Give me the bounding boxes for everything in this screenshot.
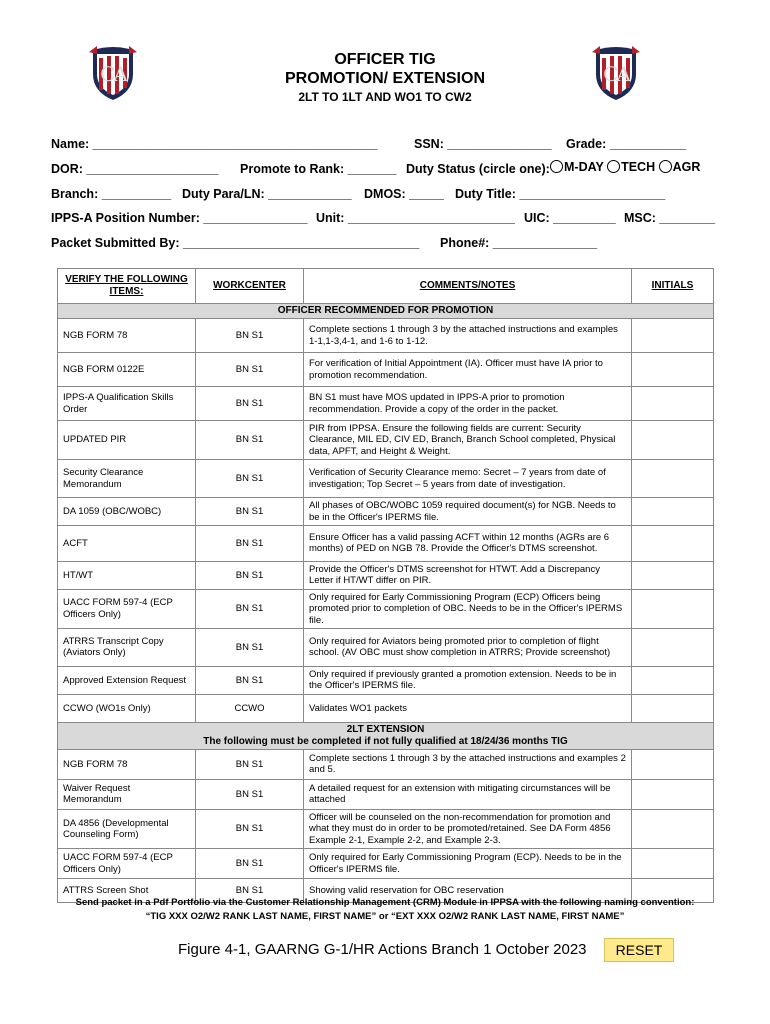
table-row: [58, 666, 714, 694]
submission-note-line2: “TIG XXX O2/W2 RANK LAST NAME, FIRST NAME” or “EXT XXX O2/W2 RANK LAST NAME, FIRST NAME”: [145, 911, 625, 922]
section2-title: [58, 722, 714, 749]
form-title-line1: OFFICER TIG: [334, 51, 436, 68]
initials-cell[interactable]: [632, 589, 714, 628]
workcenter-cell: BN S1: [196, 666, 304, 694]
name-field[interactable]: Name: _________________________________________: [51, 137, 378, 151]
workcenter-cell: BN S1: [196, 319, 304, 353]
workcenter-cell: BN S1: [196, 525, 304, 561]
comment-cell: Officer will be counseled on the non-recommendation for promotion and what they must do in order to be promoted/retained. See DA Form 4856 Example 2-1, Example 2-2, and Example 2-3.: [304, 809, 632, 848]
comment-cell: Complete sections 1 through 3 by the attached instructions and examples 2 and 5.: [304, 749, 632, 779]
table-row: [58, 460, 714, 498]
item-cell: HT/WT: [58, 561, 196, 589]
table-row: [58, 421, 714, 460]
table-row: [58, 353, 714, 387]
initials-cell[interactable]: [632, 666, 714, 694]
initials-cell[interactable]: [632, 460, 714, 498]
initials-cell[interactable]: [632, 628, 714, 666]
item-cell: ATRRS Transcript Copy (Aviators Only): [58, 628, 196, 666]
workcenter-cell: BN S1: [196, 421, 304, 460]
msc-field[interactable]: MSC: ________: [624, 211, 716, 225]
item-cell: NGB FORM 78: [58, 319, 196, 353]
item-cell: DA 1059 (OBC/WOBC): [58, 498, 196, 526]
table-row: [58, 694, 714, 722]
initials-cell[interactable]: [632, 694, 714, 722]
workcenter-cell: BN S1: [196, 849, 304, 879]
item-cell: Approved Extension Request: [58, 666, 196, 694]
comment-cell: Only required for Aviators being promoted prior to completion of flight school. (AV OBC must show completion in ATRRS; Provide screenshot): [304, 628, 632, 666]
section-header-row: [58, 304, 714, 319]
branch-field[interactable]: Branch: __________: [51, 187, 172, 201]
item-cell: UACC FORM 597-4 (ECP Officers Only): [58, 589, 196, 628]
comment-cell: PIR from IPPSA. Ensure the following fields are current: Security Clearance, MIL ED, CIV ED, Branch, Branch School completed, Physical data, APFT, and Height & Weight.: [304, 421, 632, 460]
workcenter-cell: BN S1: [196, 879, 304, 903]
item-cell: Security Clearance Memorandum: [58, 460, 196, 498]
logo-text: CA: [603, 62, 629, 86]
ipps-position-field[interactable]: IPPS-A Position Number: _______________: [51, 211, 308, 225]
workcenter-cell: BN S1: [196, 589, 304, 628]
section1-title: OFFICER RECOMMENDED FOR PROMOTION: [58, 304, 714, 319]
agr-label: AGR: [672, 160, 701, 174]
item-cell: CCWO (WO1s Only): [58, 694, 196, 722]
workcenter-cell: CCWO: [196, 694, 304, 722]
comment-cell: Only required if previously granted a promotion extension. Needs to be in the Officer's IPERMS file.: [304, 666, 632, 694]
item-cell: UACC FORM 597-4 (ECP Officers Only): [58, 849, 196, 879]
table-row: [58, 319, 714, 353]
workcenter-cell: BN S1: [196, 561, 304, 589]
form-title-line2: PROMOTION/ EXTENSION: [284, 70, 485, 87]
packet-submitted-field[interactable]: Packet Submitted By: __________________________________: [51, 236, 420, 250]
duty-status-label: Duty Status (circle one):: [406, 162, 550, 176]
initials-cell[interactable]: [632, 809, 714, 848]
initials-cell[interactable]: [632, 387, 714, 421]
initials-cell[interactable]: [632, 421, 714, 460]
comment-cell: All phases of OBC/WOBC 1059 required document(s) for NGB. Needs to be in the Officer's IPERMS file.: [304, 498, 632, 526]
section-header-row: [58, 722, 714, 749]
submission-note-line1: Send packet in a Pdf Portfolio via the Customer Relationship Management (CRM) Module in IPPSA with the following naming convention:: [75, 897, 695, 908]
item-cell: NGB FORM 0122E: [58, 353, 196, 387]
item-cell: ACFT: [58, 525, 196, 561]
logo-text: CA: [100, 62, 126, 86]
initials-cell[interactable]: [632, 498, 714, 526]
header-items: VERIFY THE FOLLOWING ITEMS:: [58, 269, 196, 304]
workcenter-cell: BN S1: [196, 749, 304, 779]
workcenter-cell: BN S1: [196, 387, 304, 421]
table-row: [58, 561, 714, 589]
table-row: [58, 387, 714, 421]
comment-cell: Validates WO1 packets: [304, 694, 632, 722]
comment-cell: A detailed request for an extension with mitigating circumstances will be attached: [304, 779, 632, 809]
header-comments: COMMENTS/NOTES: [304, 269, 632, 304]
initials-cell[interactable]: [632, 353, 714, 387]
reset-button[interactable]: RESET: [604, 938, 674, 962]
initials-cell[interactable]: [632, 319, 714, 353]
initials-cell[interactable]: [632, 525, 714, 561]
item-cell: UPDATED PIR: [58, 421, 196, 460]
figure-caption: Figure 4-1, GAARNG G-1/HR Actions Branch 1 October 2023: [178, 941, 587, 958]
initials-cell[interactable]: [632, 849, 714, 879]
checklist-table: [57, 268, 714, 903]
header-initials: INITIALS: [632, 269, 714, 304]
comment-cell: Ensure Officer has a valid passing ACFT within 12 months (AGRs are 6 months) of PED on NGB 78. Provide the Officer's DTMS screenshot.: [304, 525, 632, 561]
section2-subtitle: The following must be completed if not fully qualified at 18/24/36 months TIG: [203, 735, 568, 747]
comment-cell: Provide the Officer's DTMS screenshot for HTWT. Add a Discrepancy Letter if HT/WT differ on PIR.: [304, 561, 632, 589]
tech-label: TECH: [621, 160, 656, 174]
comment-cell: For verification of Initial Appointment (IA). Officer must have IA prior to promotion recommendation.: [304, 353, 632, 387]
table-row: [58, 589, 714, 628]
ssn-field[interactable]: SSN: _______________: [414, 137, 552, 151]
table-row: [58, 749, 714, 779]
comment-cell: BN S1 must have MOS updated in IPPS-A prior to promotion recommendation. Provide a copy of the order in the packet.: [304, 387, 632, 421]
grade-field[interactable]: Grade: ___________: [566, 137, 687, 151]
comment-cell: Only required for Early Commissioning Program (ECP) Officers being promoted prior to completion of OBC. Needs to be in the Officer's IPERMS file.: [304, 589, 632, 628]
header-workcenter: WORKCENTER: [196, 269, 304, 304]
unit-field[interactable]: Unit: ________________________: [316, 211, 515, 225]
section2-title-text: 2LT EXTENSION: [346, 723, 425, 735]
comment-cell: Showing valid reservation for OBC reservation: [304, 879, 632, 903]
table-row: [58, 525, 714, 561]
table-row: [58, 809, 714, 848]
phone-field[interactable]: Phone#: _______________: [440, 236, 598, 250]
item-cell: DA 4856 (Developmental Counseling Form): [58, 809, 196, 848]
workcenter-cell: BN S1: [196, 460, 304, 498]
initials-cell[interactable]: [632, 749, 714, 779]
table-row: [58, 498, 714, 526]
workcenter-cell: BN S1: [196, 779, 304, 809]
uic-field[interactable]: UIC: _________: [524, 211, 616, 225]
dor-field[interactable]: DOR: ___________________: [51, 162, 219, 176]
item-cell: NGB FORM 78: [58, 749, 196, 779]
promote-to-rank-field[interactable]: Promote to Rank: _______: [240, 162, 397, 176]
item-cell: IPPS-A Qualification Skills Order: [58, 387, 196, 421]
item-cell: Waiver Request Memorandum: [58, 779, 196, 809]
mday-label: M-DAY: [564, 160, 604, 174]
radio-agr[interactable]: [659, 160, 672, 173]
radio-tech[interactable]: [607, 160, 620, 173]
workcenter-cell: BN S1: [196, 353, 304, 387]
table-row: [58, 779, 714, 809]
table-header-row: [58, 269, 714, 304]
initials-cell[interactable]: [632, 779, 714, 809]
duty-para-field[interactable]: Duty Para/LN: ____________: [182, 187, 352, 201]
table-row: [58, 849, 714, 879]
radio-mday[interactable]: [550, 160, 563, 173]
initials-cell[interactable]: [632, 561, 714, 589]
table-row: [58, 628, 714, 666]
comment-cell: Verification of Security Clearance memo: Secret – 7 years from date of investigation; Top Secret – 5 years from date of investigation.: [304, 460, 632, 498]
comment-cell: Only required for Early Commissioning Program (ECP). Needs to be in the Officer's IPERMS file.: [304, 849, 632, 879]
duty-title-field[interactable]: Duty Title: _____________________: [455, 187, 666, 201]
workcenter-cell: BN S1: [196, 809, 304, 848]
comment-cell: Complete sections 1 through 3 by the attached instructions and examples 1-1,1-3,4-1, and 1-6 to 1-12.: [304, 319, 632, 353]
workcenter-cell: BN S1: [196, 628, 304, 666]
duty-status-options: [550, 160, 700, 174]
item-cell: ATTRS Screen Shot: [58, 879, 196, 903]
dmos-field[interactable]: DMOS: _____: [364, 187, 444, 201]
form-subtitle: 2LT TO 1LT AND WO1 TO CW2: [298, 90, 472, 104]
workcenter-cell: BN S1: [196, 498, 304, 526]
